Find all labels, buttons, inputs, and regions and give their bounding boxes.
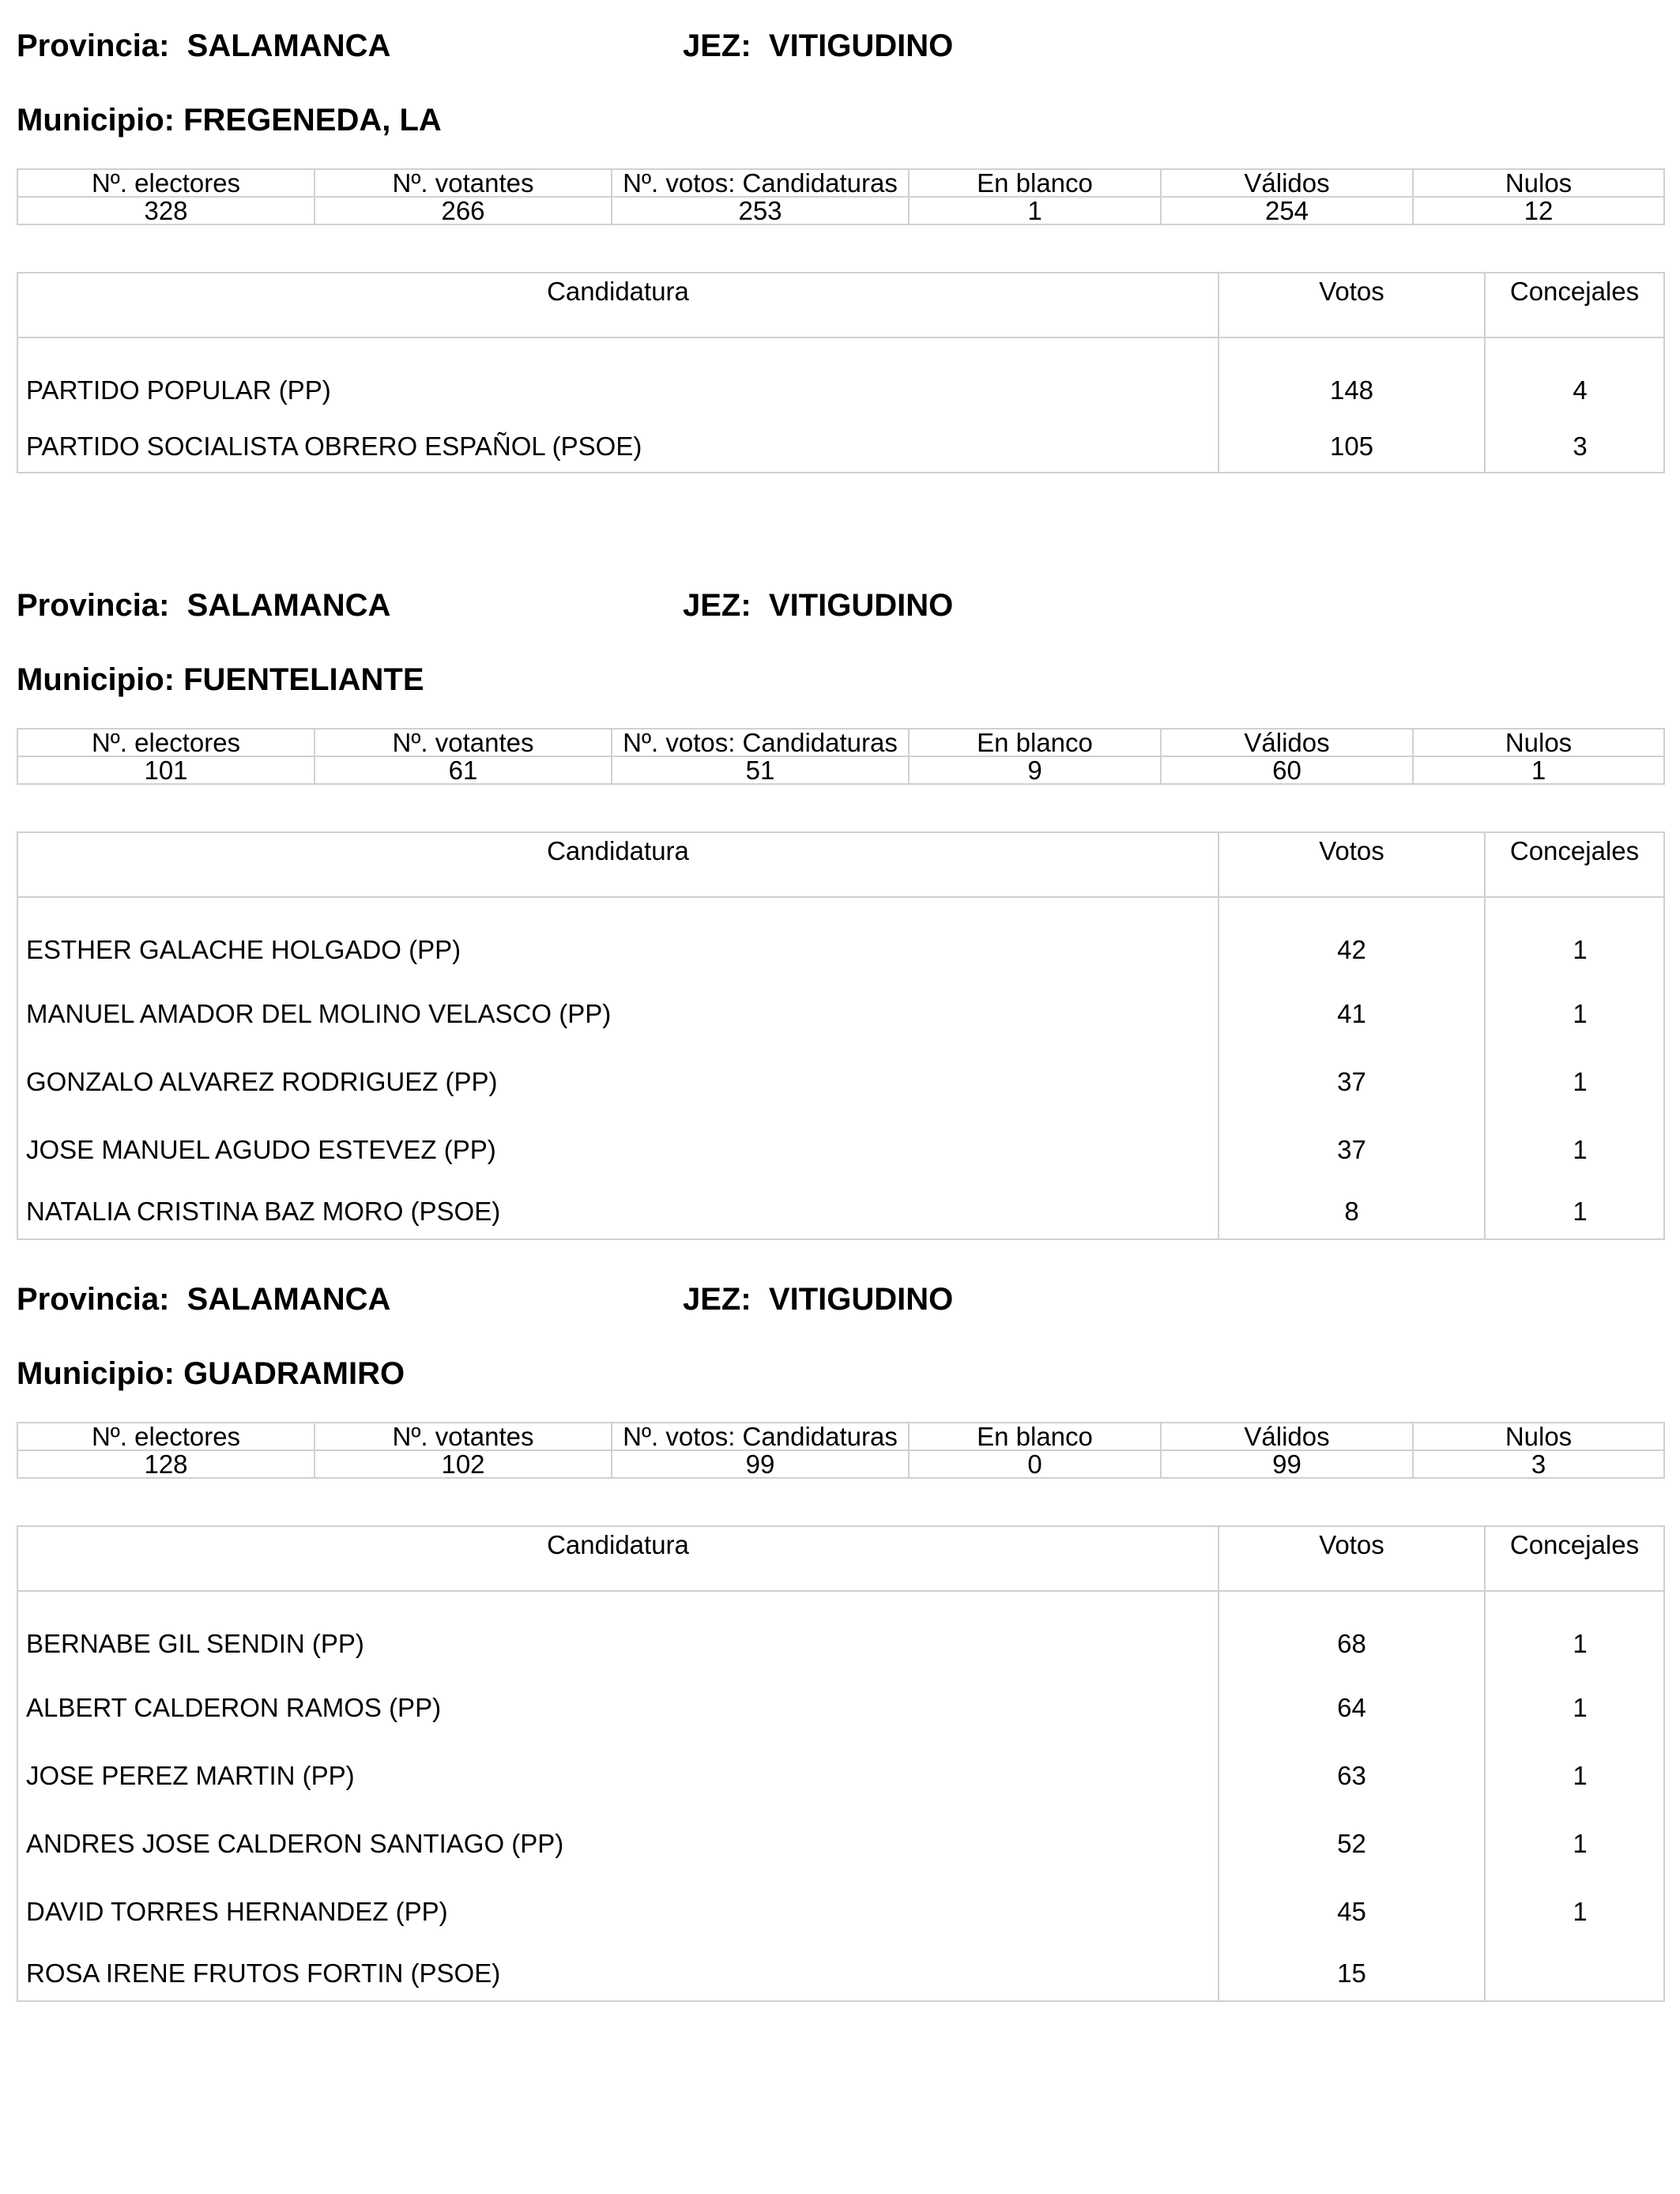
nulos-value: 1 bbox=[1413, 756, 1664, 784]
concejales-header: Concejales bbox=[1485, 1526, 1664, 1591]
candidate-row bbox=[17, 1674, 1664, 1742]
candidatura-header-row bbox=[17, 832, 1664, 897]
candidate-name: ESTHER GALACHE HOLGADO (PP) bbox=[17, 897, 1219, 980]
votos-candidaturas-value: 253 bbox=[612, 197, 909, 224]
summary-table bbox=[17, 728, 1665, 785]
candidatura-header-row bbox=[17, 1526, 1664, 1591]
candidate-votes: 37 bbox=[1219, 1048, 1485, 1116]
candidate-row bbox=[17, 337, 1664, 420]
candidate-concejales bbox=[1485, 1946, 1664, 2001]
candidate-name: GONZALO ALVAREZ RODRIGUEZ (PP) bbox=[17, 1048, 1219, 1116]
votos-header: Votos bbox=[1219, 273, 1485, 337]
candidatura-table bbox=[17, 1525, 1665, 2002]
candidate-votes: 105 bbox=[1219, 420, 1485, 473]
candidate-concejales: 1 bbox=[1485, 1674, 1664, 1742]
provincia-heading: Provincia: SALAMANCA bbox=[17, 1282, 391, 1317]
candidate-concejales: 1 bbox=[1485, 897, 1664, 980]
summary-value-row bbox=[17, 1450, 1664, 1478]
summary-table bbox=[17, 1422, 1665, 1479]
candidatura-header-row bbox=[17, 273, 1664, 337]
candidate-concejales: 1 bbox=[1485, 1878, 1664, 1946]
summary-value-row bbox=[17, 197, 1664, 224]
jez-heading: JEZ: VITIGUDINO bbox=[683, 588, 954, 623]
electores-header: Nº. electores bbox=[17, 729, 315, 756]
provincia-heading: Provincia: SALAMANCA bbox=[17, 588, 391, 623]
candidate-row bbox=[17, 1878, 1664, 1946]
summary-value-row bbox=[17, 756, 1664, 784]
candidate-name: PARTIDO POPULAR (PP) bbox=[17, 337, 1219, 420]
candidatura-header: Candidatura bbox=[17, 273, 1219, 337]
votantes-header: Nº. votantes bbox=[315, 1423, 612, 1450]
candidate-name: ANDRES JOSE CALDERON SANTIAGO (PP) bbox=[17, 1810, 1219, 1878]
candidate-name: NATALIA CRISTINA BAZ MORO (PSOE) bbox=[17, 1184, 1219, 1239]
candidate-votes: 45 bbox=[1219, 1878, 1485, 1946]
nulos-value: 3 bbox=[1413, 1450, 1664, 1478]
candidate-votes: 63 bbox=[1219, 1742, 1485, 1810]
candidate-concejales: 1 bbox=[1485, 980, 1664, 1048]
candidate-concejales: 3 bbox=[1485, 420, 1664, 473]
candidate-name: BERNABE GIL SENDIN (PP) bbox=[17, 1591, 1219, 1674]
en-blanco-header: En blanco bbox=[909, 729, 1161, 756]
candidate-concejales: 4 bbox=[1485, 337, 1664, 420]
nulos-value: 12 bbox=[1413, 197, 1664, 224]
candidate-concejales: 1 bbox=[1485, 1048, 1664, 1116]
municipio-heading: Municipio: GUADRAMIRO bbox=[17, 1356, 405, 1391]
candidate-votes: 41 bbox=[1219, 980, 1485, 1048]
candidate-votes: 148 bbox=[1219, 337, 1485, 420]
candidate-row bbox=[17, 1946, 1664, 2001]
votantes-header: Nº. votantes bbox=[315, 169, 612, 197]
summary-header-row bbox=[17, 729, 1664, 756]
candidate-row bbox=[17, 1116, 1664, 1184]
en-blanco-value: 9 bbox=[909, 756, 1161, 784]
nulos-header: Nulos bbox=[1413, 1423, 1664, 1450]
candidate-name: PARTIDO SOCIALISTA OBRERO ESPAÑOL (PSOE) bbox=[17, 420, 1219, 473]
en-blanco-value: 0 bbox=[909, 1450, 1161, 1478]
votantes-value: 61 bbox=[315, 756, 612, 784]
electores-value: 128 bbox=[17, 1450, 315, 1478]
votos-candidaturas-header: Nº. votos: Candidaturas bbox=[612, 169, 909, 197]
candidate-concejales: 1 bbox=[1485, 1184, 1664, 1239]
candidate-votes: 15 bbox=[1219, 1946, 1485, 2001]
votos-candidaturas-header: Nº. votos: Candidaturas bbox=[612, 1423, 909, 1450]
votantes-header: Nº. votantes bbox=[315, 729, 612, 756]
electores-header: Nº. electores bbox=[17, 1423, 315, 1450]
candidate-row bbox=[17, 980, 1664, 1048]
candidate-votes: 37 bbox=[1219, 1116, 1485, 1184]
concejales-header: Concejales bbox=[1485, 273, 1664, 337]
provincia-heading: Provincia: SALAMANCA bbox=[17, 28, 391, 63]
electores-value: 101 bbox=[17, 756, 315, 784]
candidate-votes: 52 bbox=[1219, 1810, 1485, 1878]
candidate-row bbox=[17, 1591, 1664, 1674]
votantes-value: 266 bbox=[315, 197, 612, 224]
candidatura-header: Candidatura bbox=[17, 832, 1219, 897]
candidate-concejales: 1 bbox=[1485, 1810, 1664, 1878]
nulos-header: Nulos bbox=[1413, 729, 1664, 756]
validos-value: 60 bbox=[1161, 756, 1413, 784]
candidate-concejales: 1 bbox=[1485, 1591, 1664, 1674]
municipio-heading: Municipio: FREGENEDA, LA bbox=[17, 103, 442, 138]
electores-value: 328 bbox=[17, 197, 315, 224]
candidate-name: JOSE MANUEL AGUDO ESTEVEZ (PP) bbox=[17, 1116, 1219, 1184]
summary-header-row bbox=[17, 169, 1664, 197]
summary-table bbox=[17, 168, 1665, 225]
candidate-concejales: 1 bbox=[1485, 1116, 1664, 1184]
nulos-header: Nulos bbox=[1413, 169, 1664, 197]
candidate-name: ALBERT CALDERON RAMOS (PP) bbox=[17, 1674, 1219, 1742]
candidatura-table bbox=[17, 272, 1665, 473]
validos-header: Válidos bbox=[1161, 169, 1413, 197]
candidate-row bbox=[17, 897, 1664, 980]
votos-candidaturas-value: 51 bbox=[612, 756, 909, 784]
candidate-row bbox=[17, 1048, 1664, 1116]
concejales-header: Concejales bbox=[1485, 832, 1664, 897]
candidate-row bbox=[17, 1184, 1664, 1239]
validos-header: Válidos bbox=[1161, 1423, 1413, 1450]
jez-heading: JEZ: VITIGUDINO bbox=[683, 1282, 954, 1317]
candidate-row bbox=[17, 1742, 1664, 1810]
validos-value: 99 bbox=[1161, 1450, 1413, 1478]
candidate-votes: 68 bbox=[1219, 1591, 1485, 1674]
jez-heading: JEZ: VITIGUDINO bbox=[683, 28, 954, 63]
candidate-name: DAVID TORRES HERNANDEZ (PP) bbox=[17, 1878, 1219, 1946]
candidate-name: JOSE PEREZ MARTIN (PP) bbox=[17, 1742, 1219, 1810]
candidate-row bbox=[17, 1810, 1664, 1878]
en-blanco-header: En blanco bbox=[909, 1423, 1161, 1450]
candidate-concejales: 1 bbox=[1485, 1742, 1664, 1810]
en-blanco-value: 1 bbox=[909, 197, 1161, 224]
electores-header: Nº. electores bbox=[17, 169, 315, 197]
candidate-row bbox=[17, 420, 1664, 473]
candidate-name: ROSA IRENE FRUTOS FORTIN (PSOE) bbox=[17, 1946, 1219, 2001]
votantes-value: 102 bbox=[315, 1450, 612, 1478]
candidatura-header: Candidatura bbox=[17, 1526, 1219, 1591]
validos-header: Válidos bbox=[1161, 729, 1413, 756]
candidate-votes: 8 bbox=[1219, 1184, 1485, 1239]
votos-candidaturas-header: Nº. votos: Candidaturas bbox=[612, 729, 909, 756]
en-blanco-header: En blanco bbox=[909, 169, 1161, 197]
municipio-heading: Municipio: FUENTELIANTE bbox=[17, 662, 424, 697]
candidate-votes: 42 bbox=[1219, 897, 1485, 980]
votos-header: Votos bbox=[1219, 832, 1485, 897]
candidatura-table bbox=[17, 831, 1665, 1240]
summary-header-row bbox=[17, 1423, 1664, 1450]
votos-header: Votos bbox=[1219, 1526, 1485, 1591]
candidate-votes: 64 bbox=[1219, 1674, 1485, 1742]
votos-candidaturas-value: 99 bbox=[612, 1450, 909, 1478]
candidate-name: MANUEL AMADOR DEL MOLINO VELASCO (PP) bbox=[17, 980, 1219, 1048]
validos-value: 254 bbox=[1161, 197, 1413, 224]
